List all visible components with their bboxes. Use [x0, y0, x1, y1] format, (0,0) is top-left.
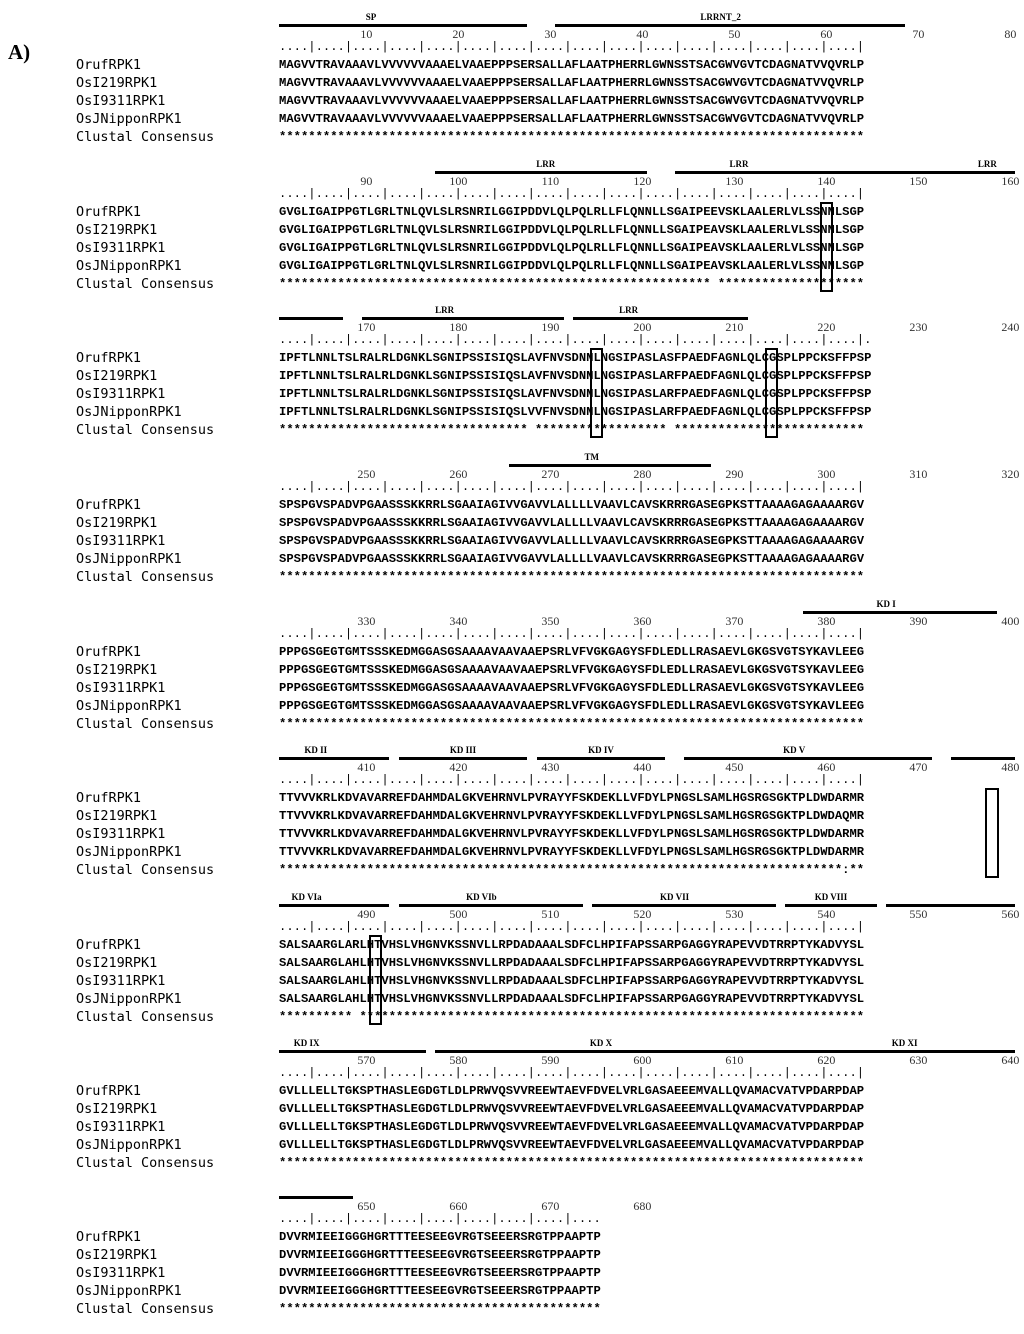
position-tick-label: 60	[820, 27, 833, 41]
alignment-block	[0, 1172, 1024, 1318]
sequence-residues: PPPGSGEGTGMTSSSKEDMGGASGSAAAAVAAVAAEPSRLVFVGKGAGYSFDLEDLLRASAEVLGKGSVGTSYKAVLEEG	[279, 699, 865, 713]
sequence-name: OsJNipponRPK1	[76, 404, 182, 420]
sequence-residues: GVGLIGAIPPGTLGRLTNLQVLSLRSNRILGGIPDDVLQLPQLRLLFLQNNLLSGAIPEAVSKLAALERLVLSSNNLSGP	[279, 223, 865, 237]
sequence-residues: DVVRMIEEIGGGHGRTTTEESEEGVRGTSEEERSRGTPPAAPTP	[279, 1230, 601, 1244]
consensus-name: Clustal Consensus	[76, 422, 215, 438]
sequence-residues: IPFTLNNLTSLRALRLDGNKLSGNIPSSISIQSLAVFNVSDNNLNGSIPASLARFPAEDFAGNLQLCGSPLPPCKSFFPSP	[279, 387, 872, 401]
consensus-name: Clustal Consensus	[76, 1301, 215, 1317]
position-tick-label: 80	[1004, 27, 1017, 41]
position-tick-label: 30	[544, 27, 557, 41]
position-tick-label: 490	[357, 907, 376, 921]
position-tick-label: 460	[817, 760, 836, 774]
position-tick-label: 430	[541, 760, 560, 774]
position-tick-label: 530	[725, 907, 744, 921]
position-tick-label: 600	[633, 1053, 652, 1067]
sequence-name: OsJNipponRPK1	[76, 258, 182, 274]
sequence-residues: GVLLLELLTGKSPTHASLEGDGTLDLPRWVQSVVREEWTAEVFDVELVRLGASAEEEMVALLQVAMACVATVPDARPDAP	[279, 1120, 865, 1134]
position-tick-label: 360	[633, 614, 652, 628]
position-tick-label: 170	[357, 320, 376, 334]
sequence-name: OsI219RPK1	[76, 515, 158, 531]
variant-residue-box	[985, 788, 998, 878]
sequence-name: OrufRPK1	[76, 790, 142, 806]
alignment-block	[0, 587, 1024, 733]
position-tick-label: 310	[909, 467, 928, 481]
position-tick-label: 90	[360, 174, 373, 188]
position-tick-label: 390	[909, 614, 928, 628]
sequence-residues: SPSPGVSPADVPGAASSSKKRRLSGAAIAGIVVGAVVLALLLLVAAVLCAVSKRRRGASEGPKSTTAAAAGAGAAAARGV	[279, 534, 865, 548]
sequence-name: OsI9311RPK1	[76, 240, 166, 256]
position-tick-label: 180	[449, 320, 468, 334]
position-tick-label: 190	[541, 320, 560, 334]
position-tick-label: 340	[449, 614, 468, 628]
domain-bar	[877, 171, 1015, 174]
sequence-residues: GVGLIGAIPPGTLGRLTNLQVLSLRSNRILGGIPDDVLQLPQLRLLFLQNNLLSGAIPEAVSKLAALERLVLSSNNLSGP	[279, 241, 865, 255]
alignment-block	[0, 0, 1024, 146]
consensus-stars: ********** *********************************************************************	[279, 1010, 865, 1024]
consensus-stars: ********************************** ****************** **************************	[279, 423, 865, 437]
sequence-residues: PPPGSGEGTGMTSSSKEDMGGASGSAAAAVAAVAAEPSRLVFVGKGAGYSFDLEDLLRASAEVLGKGSVGTSYKAVLEEG	[279, 681, 865, 695]
consensus-name: Clustal Consensus	[76, 129, 215, 145]
sequence-residues: SPSPGVSPADVPGAASSSKKRRLSGAAIAGIVVGAVVLALLLLVAAVLCAVSKRRRGASEGPKSTTAAAAGAGAAAARGV	[279, 498, 865, 512]
sequence-name: OsI219RPK1	[76, 75, 158, 91]
consensus-name: Clustal Consensus	[76, 569, 215, 585]
domain-label: KD VIb	[466, 892, 497, 902]
consensus-name: Clustal Consensus	[76, 716, 215, 732]
sequence-name: OsI9311RPK1	[76, 533, 166, 549]
ruler-line: ....|....|....|....|....|....|....|....|....|....|....|....|....|....|....|....|.	[279, 333, 872, 347]
position-tick-label: 50	[728, 27, 741, 41]
position-tick-label: 660	[449, 1199, 468, 1213]
consensus-name: Clustal Consensus	[76, 862, 215, 878]
sequence-name: OsI219RPK1	[76, 808, 158, 824]
domain-bar	[509, 464, 711, 467]
sequence-name: OsI219RPK1	[76, 1101, 158, 1117]
sequence-residues: MAGVVTRAVAAAVLVVVVVVAAAELVAAEPPPSERSALLAFLAATPHERRLGWNSSTSACGWVGVTCDAGNATVVQVRLP	[279, 76, 865, 90]
sequence-residues: IPFTLNNLTSLRALRLDGNKLSGNIPSSISIQSLAVFNVSDNNLNGSIPASLASFPAEDFAGNLQLCGSPLPPCKSFFPSP	[279, 351, 872, 365]
sequence-residues: TTVVVKRLKDVAVARREFDAHMDALGKVEHRNVLPVRAYYFSKDEKLLVFDYLPNGSLSAMLHGSRGSGKTPLDWDARMR	[279, 791, 865, 805]
sequence-residues: GVGLIGAIPPGTLGRLTNLQVLSLRSNRILGGIPDDVLQLPQLRLLFLQNNLLSGAIPEAVSKLAALERLVLSSNNLSGP	[279, 259, 865, 273]
alignment-block	[0, 440, 1024, 586]
sequence-name: OsJNipponRPK1	[76, 1137, 182, 1153]
domain-label: KD III	[449, 745, 477, 755]
position-tick-label: 210	[725, 320, 744, 334]
position-tick-label: 400	[1001, 614, 1020, 628]
consensus-name: Clustal Consensus	[76, 1155, 215, 1171]
sequence-name: OsJNipponRPK1	[76, 991, 182, 1007]
domain-bar	[592, 904, 776, 907]
domain-bar	[573, 317, 748, 320]
position-tick-label: 610	[725, 1053, 744, 1067]
position-tick-label: 160	[1001, 174, 1020, 188]
position-tick-label: 590	[541, 1053, 560, 1067]
position-tick-label: 130	[725, 174, 744, 188]
sequence-residues: IPFTLNNLTSLRALRLDGNKLSGNIPSSISIQSLVVFNVSDNNLNGSIPASLARFPAEDFAGNLQLCGSPLPPCKSFFPSP	[279, 405, 872, 419]
domain-label: LRR	[619, 305, 639, 315]
sequence-residues: SALSAARGLAHLHTVHSLVHGNVKSSNVLLRPDADAAALSDFCLHPIFAPSSARPGAGGYRAPEVVDTRRPTYKADVYSL	[279, 956, 865, 970]
ruler-line: ....|....|....|....|....|....|....|....|....	[279, 1212, 601, 1226]
domain-bar	[279, 1050, 426, 1053]
position-tick-label: 230	[909, 320, 928, 334]
sequence-name: OsI9311RPK1	[76, 386, 166, 402]
sequence-residues: GVLLLELLTGKSPTHASLEGDGTLDLPRWVQSVVREEWTAEVFDVELVRLGASAEEEMVALLQVAMACVATVPDARPDAP	[279, 1084, 865, 1098]
position-tick-label: 380	[817, 614, 836, 628]
domain-label: KD VIII	[814, 892, 848, 902]
sequence-name: OrufRPK1	[76, 1083, 142, 1099]
position-tick-label: 70	[912, 27, 925, 41]
position-tick-label: 140	[817, 174, 836, 188]
position-tick-label: 500	[449, 907, 468, 921]
consensus-stars: ********************************************************************************	[279, 1156, 865, 1170]
domain-bar	[886, 904, 1015, 907]
position-tick-label: 320	[1001, 467, 1020, 481]
position-tick-label: 220	[817, 320, 836, 334]
domain-label: SP	[365, 12, 377, 22]
position-tick-label: 110	[541, 174, 560, 188]
position-tick-label: 240	[1001, 320, 1020, 334]
position-tick-label: 670	[541, 1199, 560, 1213]
ruler-line: ....|....|....|....|....|....|....|....|....|....|....|....|....|....|....|....|	[279, 187, 865, 201]
domain-bar	[675, 171, 877, 174]
ruler-line: ....|....|....|....|....|....|....|....|....|....|....|....|....|....|....|....|	[279, 40, 865, 54]
sequence-name: OsI9311RPK1	[76, 93, 166, 109]
domain-label: LRR	[729, 159, 749, 169]
domain-label: KD II	[304, 745, 328, 755]
position-tick-label: 470	[909, 760, 928, 774]
position-tick-label: 450	[725, 760, 744, 774]
position-tick-label: 540	[817, 907, 836, 921]
position-tick-label: 640	[1001, 1053, 1020, 1067]
position-tick-label: 270	[541, 467, 560, 481]
position-tick-label: 120	[633, 174, 652, 188]
sequence-residues: PPPGSGEGTGMTSSSKEDMGGASGSAAAAVAAVAAEPSRLVFVGKGAGYSFDLEDLLRASAEVLGKGSVGTSYKAVLEEG	[279, 663, 865, 677]
ruler-line: ....|....|....|....|....|....|....|....|....|....|....|....|....|....|....|....|	[279, 1066, 865, 1080]
position-tick-label: 510	[541, 907, 560, 921]
sequence-name: OsI219RPK1	[76, 662, 158, 678]
position-tick-label: 200	[633, 320, 652, 334]
position-tick-label: 40	[636, 27, 649, 41]
position-tick-label: 630	[909, 1053, 928, 1067]
sequence-residues: GVLLLELLTGKSPTHASLEGDGTLDLPRWVQSVVREEWTAEVFDVELVRLGASAEEEMVALLQVAMACVATVPDARPDAP	[279, 1102, 865, 1116]
domain-label: KD IX	[293, 1038, 320, 1048]
position-tick-label: 330	[357, 614, 376, 628]
sequence-residues: DVVRMIEEIGGGHGRTTTEESEEGVRGTSEEERSRGTPPAAPTP	[279, 1248, 601, 1262]
sequence-residues: PPPGSGEGTGMTSSSKEDMGGASGSAAAAVAAVAAEPSRLVFVGKGAGYSFDLEDLLRASAEVLGKGSVGTSYKAVLEEG	[279, 645, 865, 659]
domain-label: KD X	[589, 1038, 613, 1048]
position-tick-label: 480	[1001, 760, 1020, 774]
sequence-name: OrufRPK1	[76, 644, 142, 660]
sequence-name: OsJNipponRPK1	[76, 551, 182, 567]
sequence-name: OsI219RPK1	[76, 955, 158, 971]
domain-label: LRRNT_2	[700, 12, 741, 22]
position-tick-label: 280	[633, 467, 652, 481]
position-tick-label: 100	[449, 174, 468, 188]
position-tick-label: 20	[452, 27, 465, 41]
sequence-residues: TTVVVKRLKDVAVARREFDAHMDALGKVEHRNVLPVRAYYFSKDEKLLVFDYLPNGSLSAMLHGSRGSGKTPLDWDARMR	[279, 845, 865, 859]
sequence-residues: DVVRMIEEIGGGHGRTTTEESEEGVRGTSEEERSRGTPPAAPTP	[279, 1266, 601, 1280]
ruler-line: ....|....|....|....|....|....|....|....|....|....|....|....|....|....|....|....|	[279, 920, 865, 934]
sequence-residues: TTVVVKRLKDVAVARREFDAHMDALGKVEHRNVLPVRAYYFSKDEKLLVFDYLPNGSLSAMLHGSRGSGKTPLDWDARMR	[279, 827, 865, 841]
sequence-name: OsI9311RPK1	[76, 1265, 166, 1281]
sequence-name: OrufRPK1	[76, 350, 142, 366]
sequence-name: OsI219RPK1	[76, 222, 158, 238]
domain-bar	[684, 757, 932, 760]
sequence-name: OsI9311RPK1	[76, 1119, 166, 1135]
alignment-block	[0, 293, 1024, 439]
sequence-residues: MAGVVTRAVAAAVLVVVVVVAAAELVAAEPPPSERSALLAFLAATPHERRLGWNSSTSACGWVGVTCDAGNATVVQVRLP	[279, 58, 865, 72]
alignment-block	[0, 880, 1024, 1026]
ruler-line: ....|....|....|....|....|....|....|....|....|....|....|....|....|....|....|....|	[279, 773, 865, 787]
position-tick-label: 440	[633, 760, 652, 774]
consensus-stars: ********************************************	[279, 1302, 601, 1316]
sequence-residues: GVGLIGAIPPGTLGRLTNLQVLSLRSNRILGGIPDDVLQLPQLRLLFLQNNLLSGAIPEEVSKLAALERLVLSSNNLSGP	[279, 205, 865, 219]
sequence-name: OsJNipponRPK1	[76, 844, 182, 860]
domain-label: TM	[584, 452, 600, 462]
sequence-residues: SALSAARGLARLHTVHSLVHGNVKSSNVLLRPDADAAALSDFCLHPIFAPSSARPGAGGYRAPEVVDTRRPTYKADVYSL	[279, 938, 865, 952]
sequence-residues: MAGVVTRAVAAAVLVVVVVVAAAELVAAEPPPSERSALLAFLAATPHERRLGWNSSTSACGWVGVTCDAGNATVVQVRLP	[279, 94, 865, 108]
ruler-line: ....|....|....|....|....|....|....|....|....|....|....|....|....|....|....|....|	[279, 480, 865, 494]
position-tick-label: 250	[357, 467, 376, 481]
variant-residue-box	[369, 935, 382, 1025]
sequence-name: OsI9311RPK1	[76, 826, 166, 842]
position-tick-label: 300	[817, 467, 836, 481]
alignment-block	[0, 1026, 1024, 1172]
sequence-residues: IPFTLNNLTSLRALRLDGNKLSGNIPSSISIQSLAVFNVSDNNLNGSIPASLARFPAEDFAGNLQLCGSPLPPCKSFFPSP	[279, 369, 872, 383]
domain-bar	[279, 1196, 353, 1199]
domain-bar	[279, 317, 343, 320]
consensus-stars: ********************************************************************************	[279, 570, 865, 584]
position-tick-label: 370	[725, 614, 744, 628]
sequence-name: OsJNipponRPK1	[76, 111, 182, 127]
consensus-stars: ********************************************************************************	[279, 130, 865, 144]
domain-label: KD I	[876, 599, 896, 609]
ruler-line: ....|....|....|....|....|....|....|....|....|....|....|....|....|....|....|....|	[279, 627, 865, 641]
sequence-name: OsJNipponRPK1	[76, 698, 182, 714]
sequence-residues: SPSPGVSPADVPGAASSSKKRRLSGAAIAGIVVGAVVLALLLLVAAVLCAVSKRRRGASEGPKSTTAAAAGAGAAAARGV	[279, 552, 865, 566]
sequence-residues: SALSAARGLAHLHTVHSLVHGNVKSSNVLLRPDADAAALSDFCLHPIFAPSSARPGAGGYRAPEVVDTRRPTYKADVYSL	[279, 974, 865, 988]
sequence-name: OsJNipponRPK1	[76, 1283, 182, 1299]
sequence-name: OsI219RPK1	[76, 1247, 158, 1263]
position-tick-label: 410	[357, 760, 376, 774]
position-tick-label: 620	[817, 1053, 836, 1067]
sequence-name: OsI9311RPK1	[76, 973, 166, 989]
position-tick-label: 260	[449, 467, 468, 481]
sequence-name: OrufRPK1	[76, 1229, 142, 1245]
position-tick-label: 290	[725, 467, 744, 481]
sequence-name: OsI219RPK1	[76, 368, 158, 384]
sequence-name: OsI9311RPK1	[76, 680, 166, 696]
sequence-name: OrufRPK1	[76, 204, 142, 220]
position-tick-label: 580	[449, 1053, 468, 1067]
sequence-residues: MAGVVTRAVAAAVLVVVVVVAAAELVAAEPPPSERSALLAFLAATPHERRLGWNSSTSACGWVGVTCDAGNATVVQVRLP	[279, 112, 865, 126]
consensus-name: Clustal Consensus	[76, 1009, 215, 1025]
position-tick-label: 350	[541, 614, 560, 628]
sequence-residues: SALSAARGLAHLHTVHSLVHGNVKSSNVLLRPDADAAALSDFCLHPIFAPSSARPGAGGYRAPEVVDTRRPTYKADVYSL	[279, 992, 865, 1006]
domain-label: KD VIa	[291, 892, 322, 902]
domain-label: KD XI	[891, 1038, 918, 1048]
sequence-residues: TTVVVKRLKDVAVARREFDAHMDALGKVEHRNVLPVRAYYFSKDEKLLVFDYLPNGSLSAMLHGSRGSGKTPLDWDAQMR	[279, 809, 865, 823]
sequence-residues: GVLLLELLTGKSPTHASLEGDGTLDLPRWVQSVVREEWTAEVFDVELVRLGASAEEEMVALLQVAMACVATVPDARPDAP	[279, 1138, 865, 1152]
sequence-name: OrufRPK1	[76, 57, 142, 73]
sequence-residues: DVVRMIEEIGGGHGRTTTEESEEGVRGTSEEERSRGTPPAAPTP	[279, 1284, 601, 1298]
alignment-block	[0, 147, 1024, 293]
alignment-block	[0, 733, 1024, 879]
position-tick-label: 10	[360, 27, 373, 41]
variant-residue-box	[820, 202, 833, 292]
consensus-stars: *****************************************************************************:**	[279, 863, 865, 877]
domain-bar	[279, 24, 527, 27]
domain-label: LRR	[536, 159, 556, 169]
position-tick-label: 550	[909, 907, 928, 921]
position-tick-label: 570	[357, 1053, 376, 1067]
position-tick-label: 650	[357, 1199, 376, 1213]
position-tick-label: 420	[449, 760, 468, 774]
domain-label: LRR	[435, 305, 455, 315]
position-tick-label: 680	[633, 1199, 652, 1213]
sequence-residues: SPSPGVSPADVPGAASSSKKRRLSGAAIAGIVVGAVVLALLLLVAAVLCAVSKRRRGASEGPKSTTAAAAGAGAAAARGV	[279, 516, 865, 530]
position-tick-label: 150	[909, 174, 928, 188]
sequence-name: OrufRPK1	[76, 497, 142, 513]
domain-label: KD IV	[588, 745, 614, 755]
domain-label: KD V	[783, 745, 806, 755]
panel-label: A)	[8, 40, 31, 64]
consensus-name: Clustal Consensus	[76, 276, 215, 292]
consensus-stars: *********************************************************** ********************	[279, 277, 865, 291]
domain-label: KD VII	[660, 892, 690, 902]
domain-label: LRR	[977, 159, 997, 169]
consensus-stars: ********************************************************************************	[279, 717, 865, 731]
variant-residue-box	[590, 348, 603, 438]
variant-residue-box	[765, 348, 778, 438]
position-tick-label: 560	[1001, 907, 1020, 921]
sequence-name: OrufRPK1	[76, 937, 142, 953]
position-tick-label: 520	[633, 907, 652, 921]
